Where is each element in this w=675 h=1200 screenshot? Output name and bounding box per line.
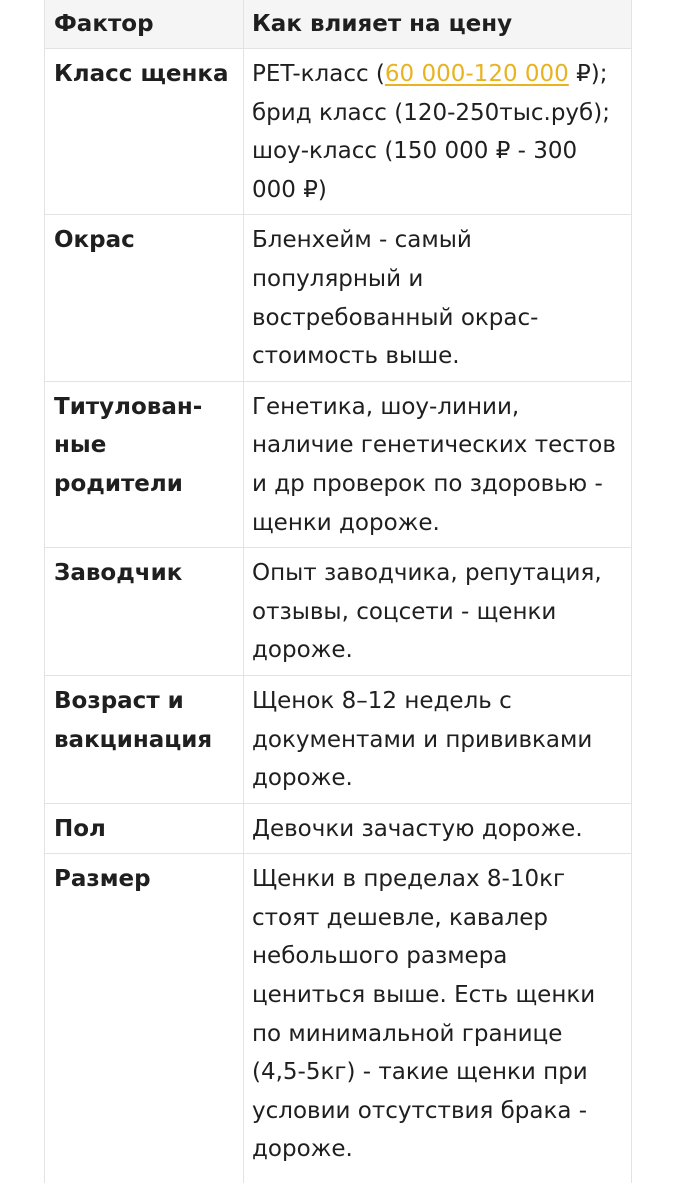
factor-cell: Размер	[45, 854, 244, 1183]
effect-cell: Опыт заводчика, репутация, отзывы, соцсети - щенки дороже.	[252, 560, 602, 664]
effect-cell: Щенки в пределах 8-10кг стоят дешевле, кавалер небольшого размера цениться выше. Есть щенки по минимальной границе (4,5-5кг) - такие щенки при условии отсутствия брака - дороже.	[252, 866, 596, 1163]
header-factor: Фактор	[45, 0, 244, 48]
table-row-age-vaccination	[45, 676, 631, 804]
table-row-color	[45, 215, 631, 381]
effect-text-before: PET-класс (	[252, 61, 385, 87]
factor-cell: Титулован-ные родители	[45, 382, 244, 547]
table-header-row	[45, 0, 631, 49]
effect-cell	[244, 49, 629, 214]
effect-cell: Девочки зачастую дороже.	[252, 815, 583, 842]
price-range-link[interactable]: 60 000-120 000	[384, 61, 569, 87]
table-row-sex	[45, 804, 631, 855]
table-row-puppy-class	[45, 49, 631, 215]
factor-cell: Окрас	[45, 215, 244, 380]
table-row-size	[45, 854, 631, 1183]
table-row-breeder	[45, 548, 631, 676]
table-row-titled-parents	[45, 382, 631, 548]
effect-cell: Бленхейм - самый популярный и востребованный окрас-стоимость выше.	[252, 227, 539, 370]
factor-cell: Класс щенка	[45, 49, 244, 214]
effect-cell: Щенок 8–12 недель с документами и прививками дороже.	[252, 687, 593, 792]
effect-cell: Генетика, шоу-линии, наличие генетических тестов и др проверок по здоровью - щенки дороже.	[252, 393, 616, 536]
header-effect: Как влияет на цену	[252, 11, 513, 37]
effect-text-after: ₽); брид класс (120-250тыс.руб); шоу-класс (150 000 ₽ - 300 000 ₽)	[252, 61, 610, 203]
factor-cell: Заводчик	[45, 548, 244, 675]
price-factors-table	[44, 0, 632, 1183]
factor-cell: Пол	[45, 804, 244, 854]
factor-cell: Возраст и вакцинация	[45, 676, 244, 803]
